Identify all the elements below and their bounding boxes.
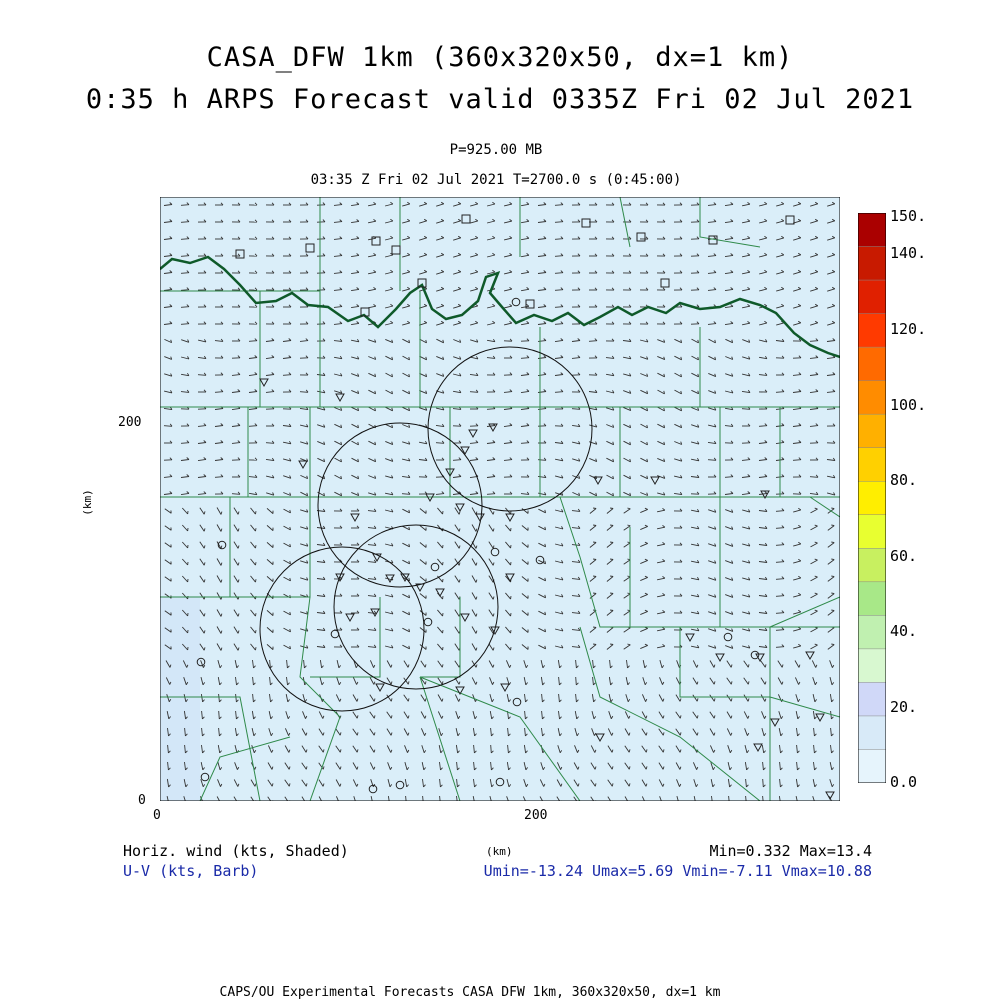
colorbar-cell — [858, 548, 886, 582]
colorbar-cell — [858, 280, 886, 314]
colorbar-cell — [858, 247, 886, 281]
wind-barb-tick — [256, 579, 257, 582]
wind-barb — [470, 392, 478, 393]
wind-barb-tick — [593, 593, 596, 594]
wind-barb — [491, 745, 492, 753]
wind-barb — [181, 239, 189, 240]
wind-barb — [555, 307, 563, 308]
wind-barb-tick — [831, 610, 834, 611]
colorbar-cell — [858, 213, 886, 247]
wind-barb — [572, 409, 580, 410]
map-background — [160, 197, 840, 801]
y-tick-200: 200 — [118, 415, 142, 430]
wind-barb — [776, 511, 784, 512]
wind-barb-tick — [256, 545, 257, 548]
wind-barb-tick — [256, 528, 257, 531]
wind-barb — [283, 375, 291, 376]
wind-barb — [487, 409, 495, 410]
colorbar-cell — [858, 448, 886, 482]
wind-barb — [810, 341, 818, 342]
credit-line: CAPS/OU Experimental Forecasts CASA DFW 1km, 360x320x50, dx=1 km — [219, 985, 721, 1000]
pressure-level: P=925.00 MB — [449, 142, 543, 158]
wind-barb — [555, 205, 563, 206]
uv-range-readout: Umin=-13.24 Umax=5.69 Vmin=-7.11 Vmax=10.88 — [483, 862, 872, 880]
wind-barb — [708, 460, 716, 461]
wind-barb — [763, 779, 764, 787]
y-tick-0: 0 — [138, 793, 146, 808]
wind-barb-tick — [593, 644, 596, 645]
colorbar-cell — [858, 481, 886, 515]
colorbar-label: 140. — [890, 244, 927, 262]
min-max-readout: Min=0.332 Max=13.4 — [709, 842, 872, 860]
wind-barb — [776, 630, 784, 631]
wind-barb — [810, 477, 818, 478]
wind-barb-tick — [610, 542, 613, 543]
wind-barb — [776, 562, 784, 563]
wind-barb — [402, 494, 410, 495]
wind-barb-tick — [593, 559, 596, 560]
wind-barb — [555, 239, 563, 240]
wind-barb-tick — [256, 511, 257, 514]
wind-barb-tick — [610, 610, 613, 611]
wind-barb — [181, 307, 189, 308]
wind-barb — [181, 443, 189, 444]
wind-barb-tick — [831, 508, 834, 509]
colorbar-cell — [858, 515, 886, 549]
wind-map — [160, 197, 840, 801]
wind-barb — [181, 273, 189, 274]
wind-barb-tick — [256, 630, 257, 633]
x-tick-200: 200 — [524, 808, 548, 823]
colorbar-label: 20. — [890, 698, 918, 716]
wind-barb — [181, 256, 189, 257]
wind-barb-tick — [831, 559, 834, 560]
wind-barb — [436, 443, 444, 444]
wind-barb-tick — [831, 576, 834, 577]
colorbar-cell — [858, 347, 886, 381]
valid-time: 03:35 Z Fri 02 Jul 2021 T=2700.0 s (0:45:00) — [310, 172, 682, 188]
wind-barb — [232, 494, 240, 495]
wind-barb — [181, 222, 189, 223]
wind-barb-tick — [593, 542, 596, 543]
wind-barb — [827, 409, 835, 410]
wind-barb — [776, 545, 784, 546]
colorbar-cell — [858, 414, 886, 448]
wind-barb — [776, 647, 784, 648]
wind-barb-tick — [593, 627, 596, 628]
wind-barb — [555, 290, 563, 291]
wind-barb-tick — [610, 593, 613, 594]
wind-barb — [219, 711, 220, 719]
weak-wind-region — [160, 597, 200, 801]
wind-barb — [521, 358, 529, 359]
colorbar-cell — [858, 749, 886, 783]
wind-barb-tick — [831, 542, 834, 543]
wind-barb-tick — [593, 525, 596, 526]
wind-barb — [576, 677, 577, 685]
wind-barb-tick — [831, 525, 834, 526]
colorbar-cell — [858, 314, 886, 348]
wind-barb-tick — [593, 508, 596, 509]
wind-barb — [521, 443, 529, 444]
wind-barb — [300, 392, 308, 393]
colorbar-label: 120. — [890, 320, 927, 338]
wind-barb — [555, 324, 563, 325]
plot-title-line2: 0:35 h ARPS Forecast valid 0335Z Fri 02 Jul 2021 — [85, 84, 915, 115]
wind-barb — [759, 426, 767, 427]
barb-field-label: U-V (kts, Barb) — [123, 862, 259, 880]
wind-barb — [198, 375, 206, 376]
wind-barb — [555, 392, 563, 393]
wind-barb-tick — [593, 576, 596, 577]
colorbar-label: 40. — [890, 622, 918, 640]
wind-barb — [742, 409, 750, 410]
colorbar — [858, 213, 886, 783]
wind-barb — [164, 426, 172, 427]
colorbar-cell — [858, 682, 886, 716]
colorbar-label: 60. — [890, 547, 918, 565]
wind-barb — [181, 324, 189, 325]
wind-barb — [589, 341, 597, 342]
wind-barb — [776, 613, 784, 614]
colorbar-cell — [858, 615, 886, 649]
wind-barb — [776, 596, 784, 597]
wind-barb-tick — [610, 525, 613, 526]
wind-barb-tick — [256, 647, 257, 650]
wind-barb — [215, 392, 223, 393]
shaded-field-label: Horiz. wind (kts, Shaded) — [123, 842, 349, 860]
wind-barb-tick — [610, 576, 613, 577]
wind-barb-tick — [610, 644, 613, 645]
wind-barb-tick — [256, 613, 257, 616]
x-axis-label: (km) — [486, 845, 513, 858]
wind-barb — [453, 460, 461, 461]
colorbar-label: 100. — [890, 396, 927, 414]
wind-barb — [266, 443, 274, 444]
wind-barb — [555, 273, 563, 274]
wind-barb — [793, 460, 801, 461]
colorbar-cell — [858, 381, 886, 415]
wind-barb-tick — [831, 644, 834, 645]
wind-barb — [776, 392, 784, 393]
colorbar-label: 150. — [890, 207, 927, 225]
y-axis-label: (km) — [80, 489, 94, 516]
wind-barb — [215, 477, 223, 478]
colorbar-cell — [858, 649, 886, 683]
wind-barb-tick — [831, 593, 834, 594]
x-tick-0: 0 — [153, 808, 161, 823]
wind-barb — [249, 341, 257, 342]
wind-barb-tick — [256, 562, 257, 565]
wind-barb — [181, 290, 189, 291]
wind-barb — [538, 460, 546, 461]
colorbar-cell — [858, 716, 886, 750]
wind-barb-tick — [610, 559, 613, 560]
wind-barb — [776, 528, 784, 529]
wind-barb — [555, 222, 563, 223]
wind-barb — [249, 426, 257, 427]
colorbar-label: 0.0 — [890, 773, 918, 791]
wind-barb — [776, 579, 784, 580]
wind-barb — [487, 494, 495, 495]
wind-barb — [725, 477, 733, 478]
wind-barb-tick — [610, 508, 613, 509]
colorbar-cell — [858, 582, 886, 616]
plot-title-line1: CASA_DFW 1km (360x320x50, dx=1 km) — [206, 42, 794, 73]
colorbar-label: 80. — [890, 471, 918, 489]
wind-barb — [181, 205, 189, 206]
wind-barb — [555, 256, 563, 257]
